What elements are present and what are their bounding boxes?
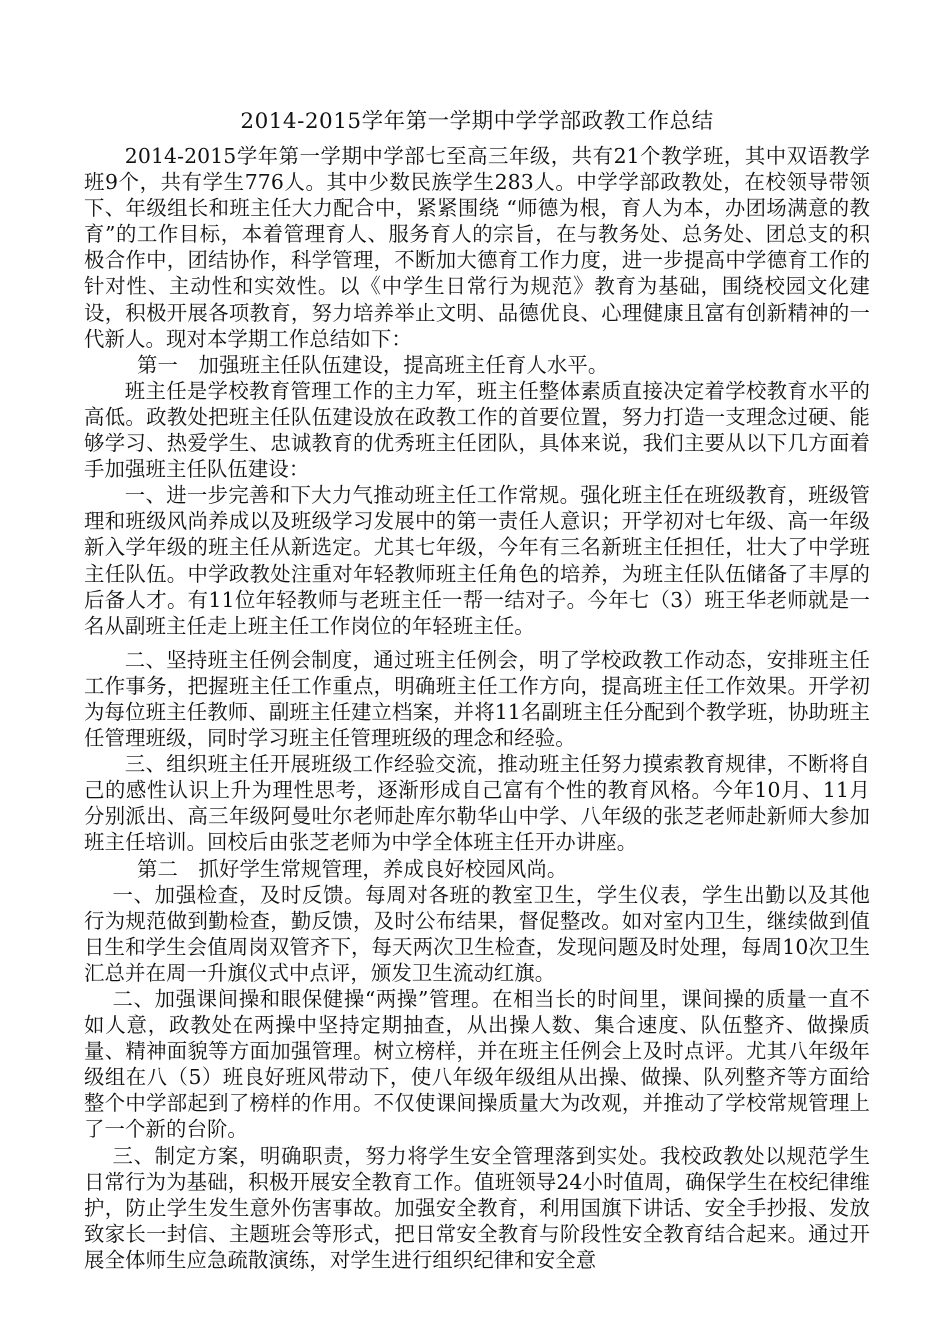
document-title: 2014-2015学年第一学期中学学部政教工作总结 (240, 109, 714, 134)
paragraph-point-1: 一、进一步完善和下大力气推动班主任工作常规。强化班主任在班级教育，班级管理和班级风尚养成以及班级学习发展中的第一责任人意识；开学初对七年级、高一年级新入学年级的班主任从新选定。尤其七年级，今年有三名新班主任担任，壮大了中学班主任队伍。中学政教处注重对年轻教师班主任角色的培养，为班主任队伍储备了丰厚的后备人才。有11位年轻教师与老班主任一帮一结对子。今年七（3）班王华老师就是一名从副班主任走上班主任工作岗位的年轻班主任。 (84, 483, 870, 638)
paragraph-point-2: 二、坚持班主任例会制度，通过班主任例会，明了学校政教工作动态，安排班主任工作事务，把握班主任工作重点，明确班主任工作方向，提高班主任工作效果。开学初为每位班主任教师、副班主任建立档案，并将11名副班主任分配到个教学班，协助班主任管理班级，同时学习班主任管理班级的理念和经验。 (84, 647, 870, 751)
paragraph-routine-1: 一、加强检查，及时反馈。每周对各班的教室卫生，学生仪表，学生出勤以及其他行为规范做到勤检查，勤反馈，及时公布结果，督促整改。如对室内卫生，继续做到值日生和学生会值周岗双管齐下，每天两次卫生检查，发现问题及时处理，每周10次卫生汇总并在周一升旗仪式中点评，颁发卫生流动红旗。 (84, 882, 870, 985)
paragraph-point-3: 三、组织班主任开展班级工作经验交流，推动班主任努力摸索教育规律，不断将自己的感性认识上升为理性思考，逐渐形成自己富有个性的教育风格。今年10月、11月分别派出、高三年级阿曼吐尔老师赴库尔勒华山中学、八年级的张芝老师赴新师大参加班主任培训。回校后由张芝老师为中学全体班主任开办讲座。 (84, 752, 870, 855)
section-heading-1: 第一 加强班主任队伍建设，提高班主任育人水平。 (137, 352, 609, 377)
paragraph-routine-3: 三、制定方案，明确职责，努力将学生安全管理落到实处。我校政教处以规范学生日常行为为基础，积极开展安全教育工作。值班领导24小时值周，确保学生在校纪律维护，防止学生发生意外伤害事故。加强安全教育，利用国旗下讲话、安全手抄报、发放致家长一封信、主题班会等形式，把日常安全教育与阶段性安全教育结合起来。通过开展全体师生应急疏散演练，对学生进行组织纪律和安全意 (84, 1143, 870, 1272)
paragraph-class-teacher-role: 班主任是学校教育管理工作的主力军，班主任整体素质直接决定着学校教育水平的高低。政教处把班主任队伍建设放在政教工作的首要位置，努力打造一支理念过硬、能够学习、热爱学生、忠诚教育的优秀班主任团队，具体来说，我们主要从以下几方面着手加强班主任队伍建设： (84, 378, 870, 482)
document-page (84, 108, 870, 1273)
intro-paragraph: 2014-2015学年第一学期中学部七至高三年级，共有21个教学班，其中双语教学班9个，共有学生776人。其中少数民族学生283人。中学学部政教处，在校领导带领下、年级组长和班主任大力配合中，紧紧围绕 “师德为根，育人为本，办团场满意的教育”的工作目标，本着管理育人、服务育人的宗旨，在与教务处、总务处、团总支的积极合作中，团结协作，科学管理，不断加大德育工作力度，进一步提高中学德育工作的针对性、主动性和实效性。以《中学生日常行为规范》教育为基础，围绕校园文化建设，积极开展各项教育，努力培养举止文明、品德优良、心理健康且富有创新精神的一代新人。现对本学期工作总结如下： (84, 144, 870, 351)
paragraph-routine-2: 二、加强课间操和眼保健操“两操”管理。在相当长的时间里，课间操的质量一直不如人意，政教处在两操中坚持定期抽查，从出操人数、集合速度、队伍整齐、做操质量、精神面貌等方面加强管理。树立榜样，并在班主任例会上及时点评。尤其八年级年级组在八（5）班良好班风带动下，使八年级年级组从出操、做操、队列整齐等方面给整个中学部起到了榜样的作用。不仅使课间操质量大为改观，并推动了学校常规管理上了一个新的台阶。 (84, 987, 870, 1142)
section-heading-2: 第二 抓好学生常规管理，养成良好校园风尚。 (137, 856, 568, 881)
